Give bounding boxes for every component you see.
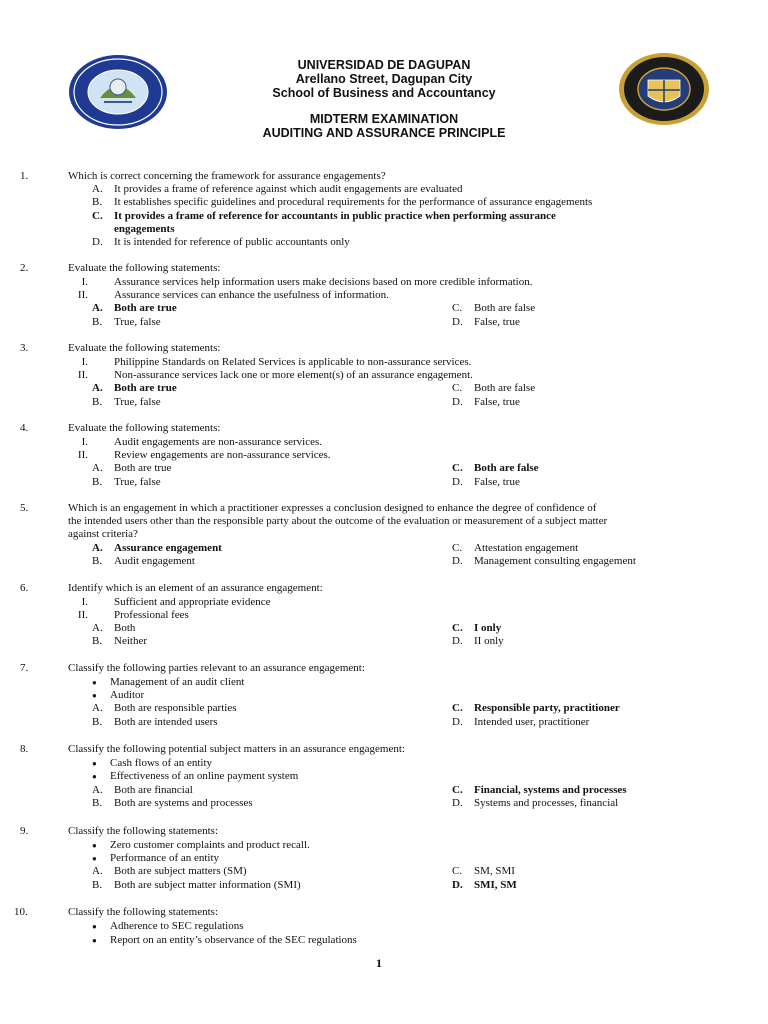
option: B. True, false xyxy=(92,476,161,488)
option: A. It provides a frame of reference against which audit engagements are evaluated xyxy=(92,183,463,195)
option: D. False, true xyxy=(452,316,520,328)
option: B. Audit engagement xyxy=(92,555,195,567)
option-answer: C. It provides a frame of reference for accountants in public practice when performing assurance xyxy=(92,210,556,222)
bullet-item: ● Adherence to SEC regulations xyxy=(92,920,244,932)
statement: II. Review engagements are non-assurance services. xyxy=(77,449,331,461)
statement: II. Non-assurance services lack one or more element(s) of an assurance engagement. xyxy=(77,369,473,381)
question-8: 8. Classify the following potential subject matters in an assurance engagement: xyxy=(20,743,405,755)
statement: I. Audit engagements are non-assurance services. xyxy=(81,436,323,448)
bullet-item: ● Zero customer complaints and product recall. xyxy=(92,839,310,851)
question-text: Which is correct concerning the framework for assurance engagements? xyxy=(68,170,386,182)
option: C. Attestation engagement xyxy=(452,542,579,554)
school-name: School of Business and Accountancy xyxy=(272,86,496,100)
option: B. Both are systems and processes xyxy=(92,797,253,809)
option: A. Both are subject matters (SM) xyxy=(92,865,247,877)
option: B. Both are intended users xyxy=(92,716,218,728)
question-6: 6. Identify which is an element of an assurance engagement: xyxy=(20,582,323,594)
university-name: UNIVERSIDAD DE DAGUPAN xyxy=(297,58,471,72)
question-2: 2. Evaluate the following statements: xyxy=(20,262,221,274)
question-5-cont: the intended users other than the responsible party about the outcome of the evaluation or measurement of a subject matter xyxy=(68,515,608,527)
option-answer: D. SMI, SM xyxy=(452,879,517,891)
option-answer-cont: engagements xyxy=(114,223,175,235)
option-answer: A. Both are true xyxy=(92,302,177,314)
bullet-item: ● Report on an entity’s observance of the SEC regulations xyxy=(92,934,357,946)
option: D. Systems and processes, financial xyxy=(452,797,619,809)
option-answer: C. Both are false xyxy=(452,462,539,474)
option: C. SM, SMI xyxy=(452,865,515,877)
option-answer: C. Responsible party, practitioner xyxy=(452,702,620,714)
option: B. Both are subject matter information (SMI) xyxy=(92,879,301,891)
question-9: 9. Classify the following statements: xyxy=(20,825,219,837)
option: B. True, false xyxy=(92,396,161,408)
bullet-item: ● Auditor xyxy=(92,689,145,701)
option: D. It is intended for reference of public accountants only xyxy=(92,236,350,248)
option-answer: C. I only xyxy=(452,622,502,634)
question-4: 4. Evaluate the following statements: xyxy=(20,422,221,434)
question-number: 1. xyxy=(20,170,29,182)
statement: II. Assurance services can enhance the usefulness of information. xyxy=(77,289,389,301)
statement: II. Professional fees xyxy=(77,609,189,621)
option: A. Both are true xyxy=(92,462,172,474)
statement: I. Sufficient and appropriate evidence xyxy=(81,596,271,608)
option: D. Intended user, practitioner xyxy=(452,716,590,728)
question-1 xyxy=(20,170,386,183)
option: D. False, true xyxy=(452,476,520,488)
question-5-cont: against criteria? xyxy=(68,528,138,540)
bullet-item: ● Performance of an entity xyxy=(92,852,220,864)
option: A. Both are responsible parties xyxy=(92,702,237,714)
question-7: 7. Classify the following parties relevant to an assurance engagement: xyxy=(20,662,365,674)
option-answer: A. Both are true xyxy=(92,382,177,394)
option: B. True, false xyxy=(92,316,161,328)
statement: I. Assurance services help information users make decisions based on more credible information. xyxy=(81,276,533,288)
bullet-item: ● Cash flows of an entity xyxy=(92,757,213,769)
option: A. Both are financial xyxy=(92,784,193,796)
question-5: 5. Which is an engagement in which a practitioner expresses a conclusion designed to enhance the degree of confidence of xyxy=(20,502,597,514)
option-answer: C. Financial, systems and processes xyxy=(452,784,627,796)
option-answer: A. Assurance engagement xyxy=(92,542,222,554)
university-address: Arellano Street, Dagupan City xyxy=(295,72,473,86)
exam-title: MIDTERM EXAMINATION xyxy=(309,112,459,126)
option: D. II only xyxy=(452,635,504,647)
option: C. Both are false xyxy=(452,382,536,394)
option: C. Both are false xyxy=(452,302,536,314)
option: B. Neither xyxy=(92,635,147,647)
question-3: 3. Evaluate the following statements: xyxy=(20,342,221,354)
question-10: 10. Classify the following statements: xyxy=(14,906,219,918)
option: D. Management consulting engagement xyxy=(452,555,636,567)
page-number: 1 xyxy=(376,956,382,970)
statement: I. Philippine Standards on Related Services is applicable to non-assurance services. xyxy=(81,356,472,368)
subject-title: AUDITING AND ASSURANCE PRINCIPLE xyxy=(262,126,506,140)
option: B. It establishes specific guidelines and procedural requirements for the performance of assurance engagements xyxy=(92,196,593,208)
bullet-item: ● Management of an audit client xyxy=(92,676,245,688)
bullet-item: ● Effectiveness of an online payment system xyxy=(92,770,299,782)
option: A. Both xyxy=(92,622,136,634)
option: D. False, true xyxy=(452,396,520,408)
